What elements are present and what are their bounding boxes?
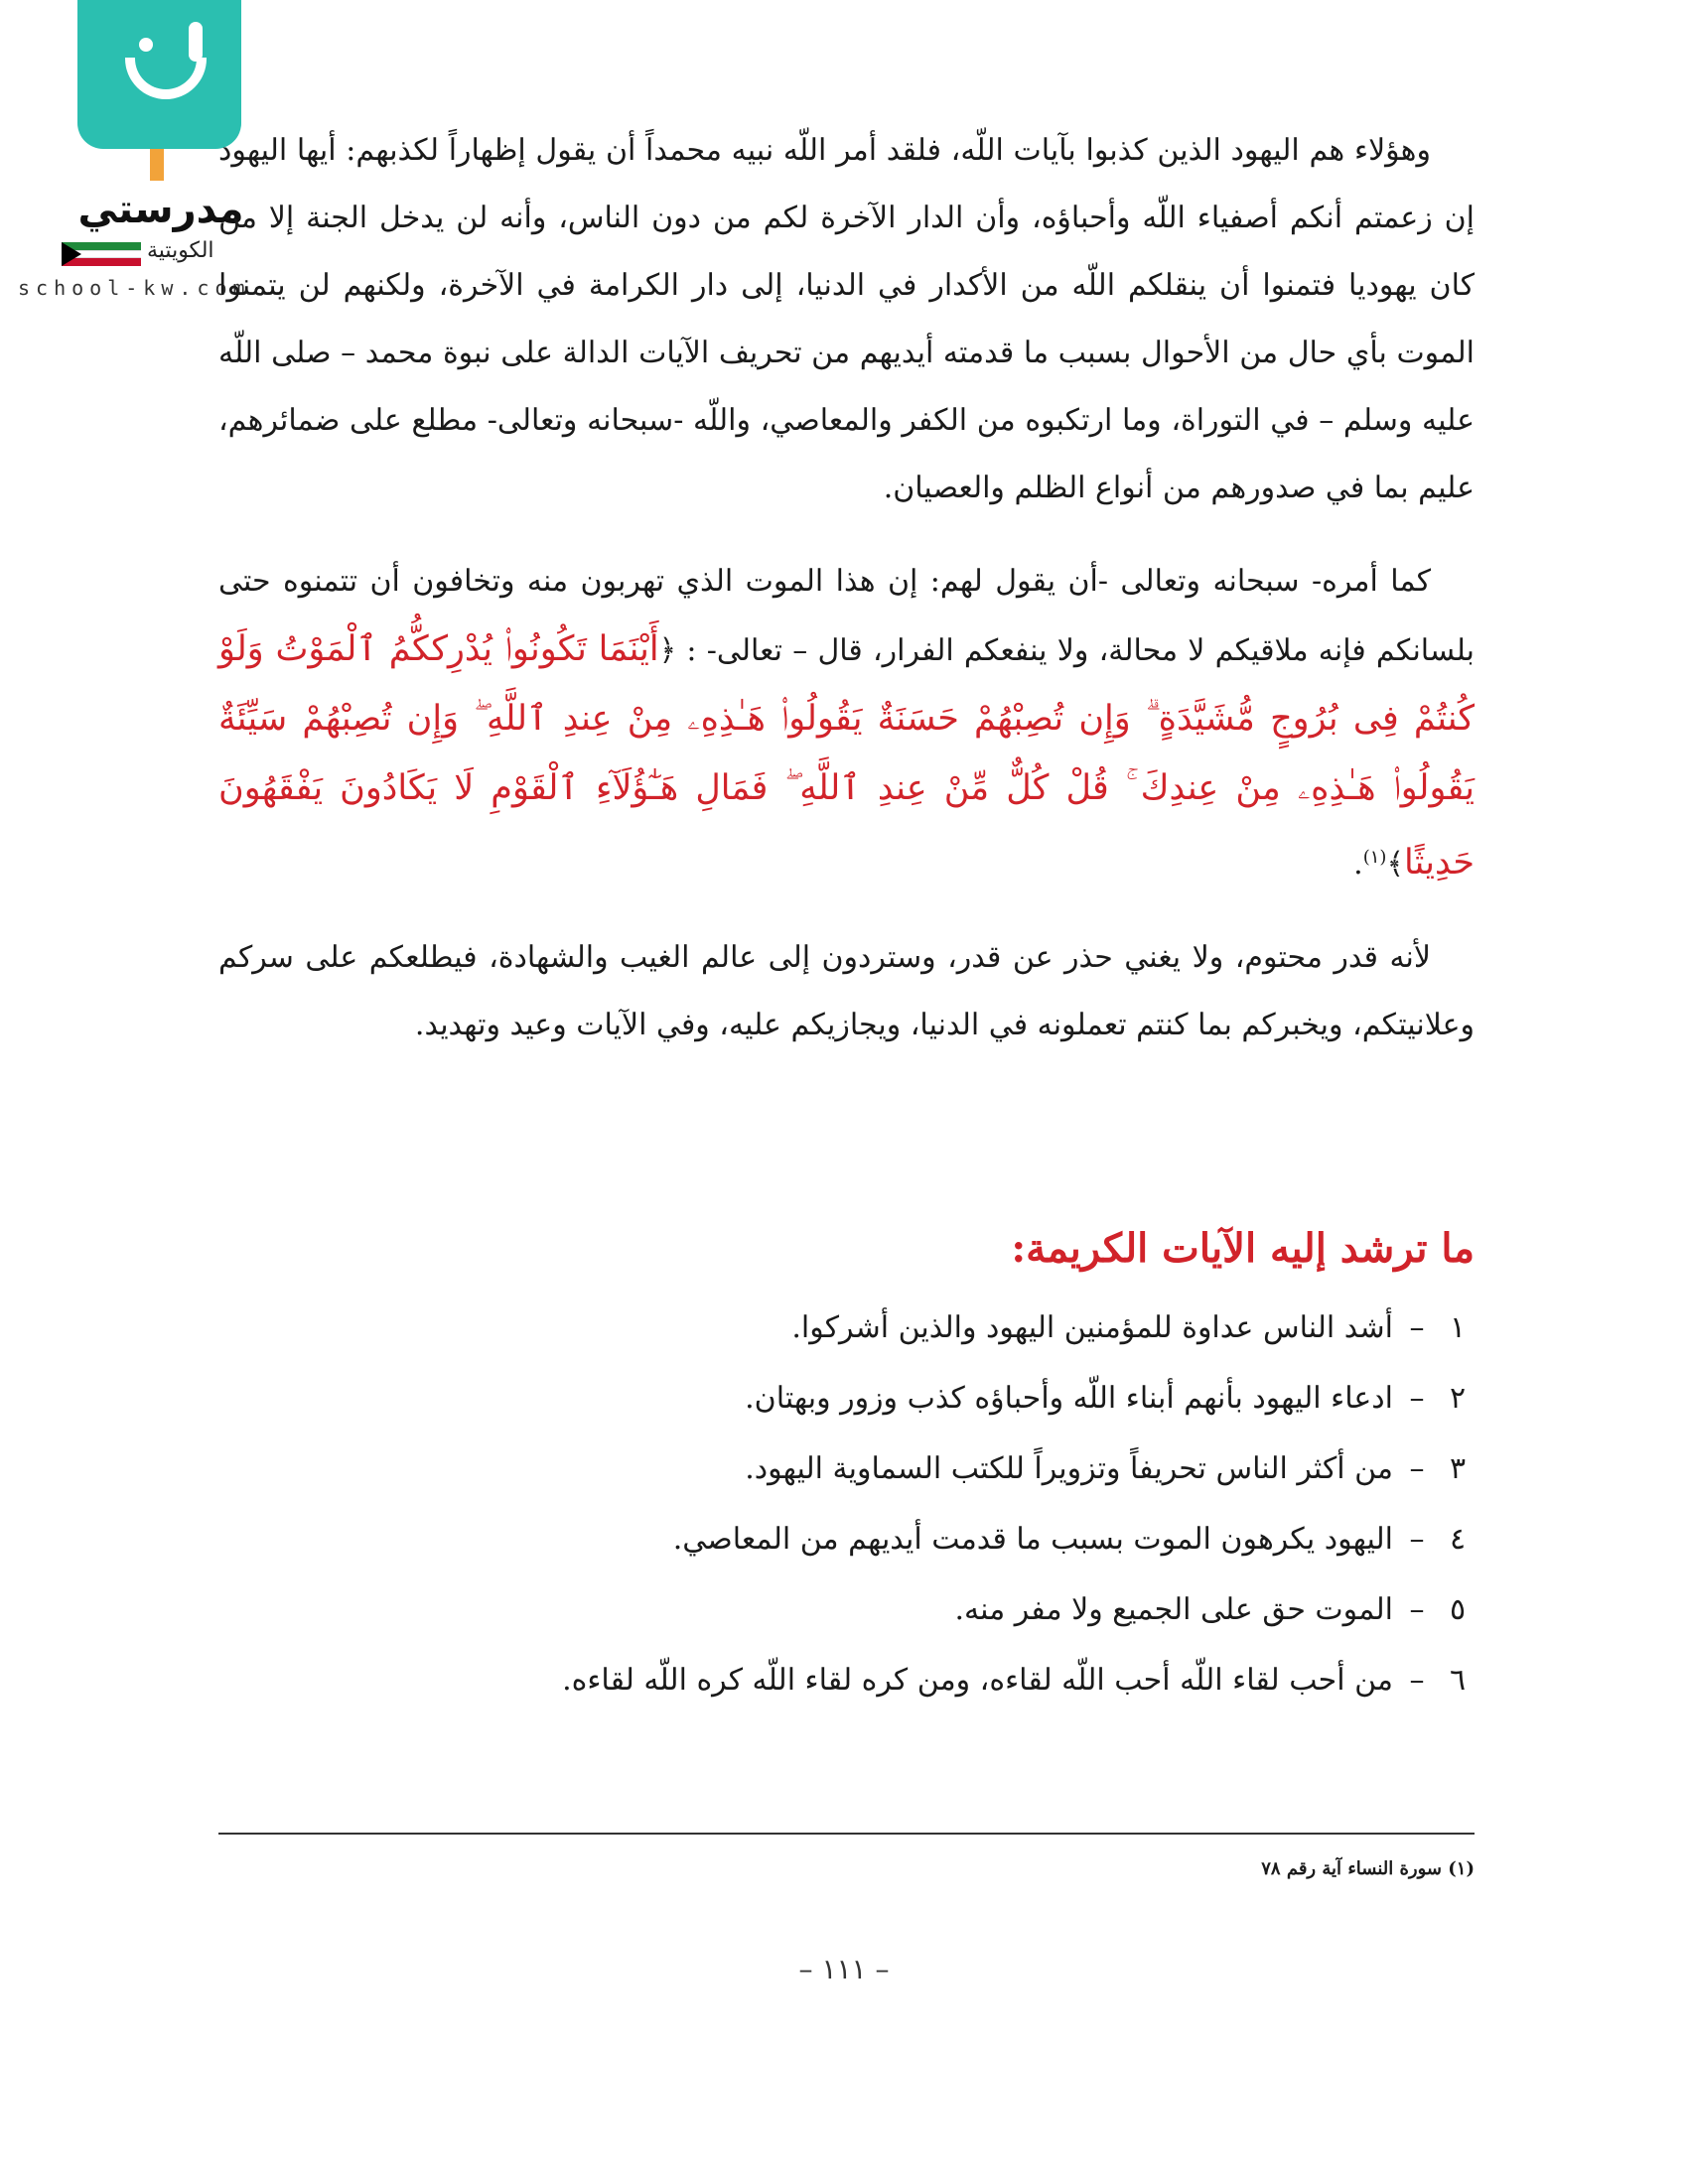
page-number: – ١١١ – [798, 1953, 890, 1985]
item-text: اليهود يكرهون الموت بسبب ما قدمت أيديهم من المعاصي. [672, 1522, 1393, 1557]
item-number: ٦ [1449, 1663, 1467, 1698]
list-item [218, 1574, 1475, 1645]
section-heading: ما ترشد إليه الآيات الكريمة: [1011, 1225, 1475, 1272]
verse-close-bracket: ﴾ [1386, 847, 1405, 882]
paragraph-2-intro: كما أمره- سبحانه وتعالى -أن يقول لهم: إن هذا الموت الذي تهربون منه وتخافون أن تتمنوه حتى بلسانكم فإنه ملاقيكم لا محالة، ولا ينفعكم الفرار، قال – تعالى- : ﴿ [218, 564, 1475, 668]
logo-name: مدرستي [77, 187, 244, 232]
item-text: ادعاء اليهود بأنهم أبناء اللّه وأحباؤه كذب وزور وبهتان. [745, 1381, 1393, 1416]
item-dash: – [1409, 1381, 1425, 1416]
paragraph-1: وهؤلاء هم اليهود الذين كذبوا بآيات اللّه، فلقد أمر اللّه نبيه محمداً أن يقول إظهاراً لكذبهم: أيها اليهود إن زعمتم أنكم أصفياء اللّه وأحباؤه، وأن الدار الآخرة لكم من دون الناس، وأنه لن يدخل الجنة إلا من كان يهوديا فتمنوا أن ينقلكم اللّه من الأكدار في الدنيا، إلى دار الكرامة في الآخرة، ولكنهم لن يتمنوا الموت بأي حال من الأحوال بسبب ما قدمته أيديهم من تحريف الآيات الدالة على نبوة محمد – صلى اللّه عليه وسلم – في التوراة، وما ارتكبوه من الكفر والمعاصي، واللّه -سبحانه وتعالى- مطلع على ضمائرهم، عليم بما في صدورهم من أنواع الظلم والعصيان. [218, 133, 1475, 505]
item-text: أشد الناس عداوة للمؤمنين اليهود والذين أشركوا. [791, 1310, 1393, 1345]
item-dash: – [1409, 1522, 1425, 1557]
footnote: (١) سورة النساء آية رقم ٧٨ [1261, 1858, 1475, 1879]
item-text: الموت حق على الجميع ولا مفر منه. [954, 1592, 1393, 1627]
paragraph-3: لأنه قدر محتوم، ولا يغني حذر عن قدر، وستردون إلى عالم الغيب والشهادة، فيطلعكم على سركم وعلانيتكم، ويخبركم بما كنتم تعملونه في الدنيا، ويجازيكم عليه، وفي الآيات وعيد وتهديد. [218, 940, 1475, 1042]
smiling-book-icon [77, 0, 241, 149]
item-number: ٥ [1449, 1592, 1467, 1627]
kuwait-flag-icon [62, 242, 141, 266]
item-dash: – [1409, 1310, 1425, 1345]
item-dash: – [1409, 1663, 1425, 1698]
item-text: من أكثر الناس تحريفاً وتزويراً للكتب السماوية اليهود. [745, 1451, 1393, 1486]
paragraph-2 [218, 548, 1475, 898]
body-text [218, 117, 1475, 1059]
logo-subtitle: الكويتية [147, 238, 214, 263]
item-number: ١ [1449, 1310, 1467, 1345]
paragraph-2-end: . [1353, 847, 1363, 882]
item-text: من أحب لقاء اللّه أحب اللّه لقاءه، ومن كره لقاء اللّه كره اللّه لقاءه. [562, 1663, 1393, 1698]
list-item [218, 1645, 1475, 1715]
item-dash: – [1409, 1592, 1425, 1627]
guidance-list [218, 1293, 1475, 1715]
quran-verse: أَيْنَمَا تَكُونُوا۟ يُدْرِككُّمُ ٱلْمَوْتُ وَلَوْ كُنتُمْ فِى بُرُوجٍ مُّشَيَّدَةٍ ۗ وَإِن تُصِبْهُمْ حَسَنَةٌ يَقُولُوا۟ هَـٰذِهِۦ مِنْ عِندِ ٱللَّهِ ۖ وَإِن تُصِبْهُمْ سَيِّئَةٌ يَقُولُوا۟ هَـٰذِهِۦ مِنْ عِندِكَ ۚ قُلْ كُلٌّ مِّنْ عِندِ ٱللَّهِ ۖ فَمَالِ هَـٰٓؤُلَآءِ ٱلْقَوْمِ لَا يَكَادُونَ يَفْقَهُونَ حَدِيثًا [218, 629, 1475, 883]
item-dash: – [1409, 1451, 1425, 1486]
list-item [218, 1504, 1475, 1574]
footnote-reference: (١) [1362, 847, 1387, 868]
item-number: ٤ [1449, 1522, 1467, 1557]
list-item [218, 1363, 1475, 1433]
logo-url: school-kw.com [18, 276, 251, 300]
list-item [218, 1293, 1475, 1363]
bookmark-icon [150, 149, 164, 181]
footnote-divider [218, 1833, 1475, 1835]
item-number: ٢ [1449, 1381, 1467, 1416]
item-number: ٣ [1449, 1451, 1467, 1486]
list-item [218, 1433, 1475, 1504]
